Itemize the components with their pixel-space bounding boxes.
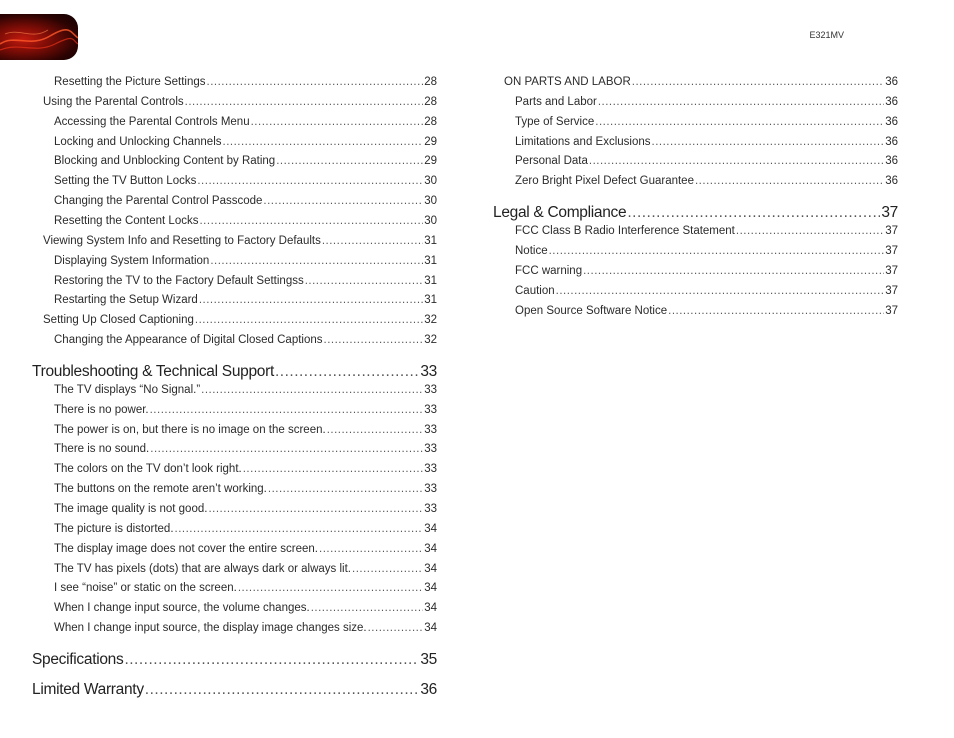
dot-leader [319,543,423,555]
toc-entry-title: Notice [515,244,548,257]
dot-leader [263,195,423,207]
toc-entry[interactable] [54,76,437,88]
toc-entry-page: 31 [424,274,437,287]
toc-entry[interactable] [54,155,437,167]
toc-entry[interactable] [515,155,898,167]
toc-entry-page: 29 [424,155,437,168]
toc-entry-title: Restarting the Setup Wizard [54,294,198,307]
toc-entry-page: 37 [885,264,898,277]
toc-entry[interactable] [54,523,437,535]
dot-leader [238,582,423,594]
dot-leader [368,622,424,634]
toc-entry[interactable] [54,543,437,555]
toc-entry-page: 36 [885,155,898,168]
toc-entry-page: 37 [881,204,898,222]
toc-entry-page: 31 [424,294,437,307]
dot-leader [352,563,423,575]
toc-entry-title: Viewing System Info and Resetting to Factory Defaults [43,234,321,247]
toc-entry-page: 28 [424,95,437,108]
toc-entry-title: Type of Service [515,115,595,128]
dot-leader [305,275,423,287]
toc-entry[interactable] [54,582,437,594]
dot-leader [223,136,424,148]
toc-entry[interactable] [504,76,898,88]
dot-leader [150,443,423,455]
toc-entry-page: 33 [424,383,437,396]
toc-entry[interactable] [54,602,437,614]
toc-entry-page: 33 [424,463,437,476]
toc-entry-title: Specifications [32,650,124,668]
toc-entry[interactable] [515,265,898,277]
toc-entry-title: Legal & Compliance [493,204,627,222]
toc-entry-title: There is no sound. [54,443,150,456]
toc-entry-title: Resetting the Picture Settings [54,76,206,88]
toc-entry-page: 34 [424,602,437,615]
toc-entry-title: Open Source Software Notice [515,304,668,317]
dot-leader [556,285,885,297]
toc-entry-title: Changing the Parental Control Passcode [54,195,263,208]
toc-entry-title: When I change input source, the volume changes. [54,602,310,615]
toc-entry[interactable] [515,96,898,108]
toc-entry-page: 35 [420,650,437,668]
dot-leader [589,155,884,167]
toc-entry[interactable] [32,363,437,381]
dot-leader [652,136,885,148]
toc-entry[interactable] [54,463,437,475]
toc-entry-page: 33 [420,362,437,380]
dot-leader [311,602,423,614]
toc-entry[interactable] [54,503,437,515]
toc-entry[interactable] [54,294,437,306]
toc-entry[interactable] [54,622,437,634]
toc-entry-title: The display image does not cover the entire screen. [54,542,319,555]
dot-leader [195,314,423,326]
toc-entry-title: Caution [515,284,555,297]
toc-entry-title: Setting the TV Button Locks [54,175,197,188]
toc-entry-title: Troubleshooting & Technical Support [32,362,274,380]
toc-entry-page: 30 [424,214,437,227]
dot-leader [145,681,420,699]
dot-leader [268,483,423,495]
toc-entry[interactable] [515,175,898,187]
toc-entry-title: Parts and Labor [515,95,597,108]
toc-entry[interactable] [32,651,437,669]
dot-leader [583,265,884,277]
dot-leader [595,116,884,128]
toc-entry-title: The TV has pixels (dots) that are always dark or always lit. [54,562,351,575]
dot-leader [251,116,424,128]
toc-entry-title: Restoring the TV to the Factory Default Settingss [54,274,304,287]
toc-entry[interactable] [54,215,437,227]
toc-entry-title: Limitations and Exclusions [515,135,651,148]
toc-entry[interactable] [43,235,437,247]
toc-entry[interactable] [54,424,437,436]
toc-entry-page: 34 [424,542,437,555]
dot-leader [668,305,884,317]
brand-logo [0,14,78,60]
toc-entry-page: 33 [424,483,437,496]
toc-entry-page: 34 [424,582,437,595]
dot-leader [175,523,424,535]
dot-leader [275,363,419,381]
toc-entry-page: 33 [424,403,437,416]
toc-entry-page: 36 [885,175,898,188]
toc-entry-title: The TV displays “No Signal.” [54,383,201,396]
toc-entry-page: 36 [420,680,437,698]
toc-entry-page: 29 [424,135,437,148]
model-number: E321MV [809,30,844,40]
toc-entry[interactable] [54,563,437,575]
toc-entry[interactable] [54,116,437,128]
toc-entry-title: The buttons on the remote aren’t working. [54,483,267,496]
toc-entry-title: FCC warning [515,264,583,277]
toc-entry-page: 34 [424,562,437,575]
dot-leader [695,175,884,187]
dot-leader [598,96,884,108]
flame-swirl-icon [0,14,78,60]
toc-entry-title: The image quality is not good. [54,503,208,515]
toc-entry[interactable] [54,334,437,346]
toc-entry-page: 32 [424,334,437,347]
toc-entry-title: Displaying System Information [54,254,210,267]
toc-entry-page: 30 [424,195,437,208]
toc-entry-page: 34 [424,622,437,635]
toc-entry-page: 36 [885,95,898,108]
toc-entry[interactable] [43,96,437,108]
dot-leader [201,384,423,396]
toc-entry-title: Personal Data [515,155,588,168]
toc-entry-title: Using the Parental Controls [43,95,184,108]
dot-leader [632,76,884,88]
toc-entry[interactable] [54,384,437,396]
toc-entry[interactable] [43,314,437,326]
toc-entry-title: There is no power. [54,403,149,416]
toc-entry[interactable] [54,404,437,416]
dot-leader [208,503,423,515]
dot-leader [276,155,423,167]
toc-entry[interactable] [54,443,437,455]
toc-entry-page: 33 [424,503,437,515]
toc-entry-page: 28 [424,115,437,128]
toc-entry-title: Limited Warranty [32,680,144,698]
toc-entry[interactable] [515,245,898,257]
toc-entry[interactable] [54,255,437,267]
toc-entry-title: The colors on the TV don’t look right. [54,463,242,476]
toc-entry-page: 33 [424,443,437,456]
dot-leader [243,463,423,475]
dot-leader [627,204,880,222]
toc-entry-title: FCC Class B Radio Interference Statement [515,225,735,238]
toc-entry[interactable] [32,681,437,699]
toc-entry-title: I see “noise” or static on the screen. [54,582,237,595]
toc-entry[interactable] [515,116,898,128]
toc-entry[interactable] [515,285,898,297]
toc-entry-title: The power is on, but there is no image on the screen. [54,423,326,436]
toc-entry-page: 36 [885,76,898,88]
toc-entry[interactable] [54,195,437,207]
toc-entry-page: 36 [885,135,898,148]
toc-entry-title: The picture is distorted. [54,522,174,535]
toc-entry-page: 37 [885,304,898,317]
toc-entry-page: 36 [885,115,898,128]
dot-leader [197,175,423,187]
toc-entry-page: 37 [885,284,898,297]
toc-entry[interactable] [515,136,898,148]
toc-entry-title: Resetting the Content Locks [54,214,199,227]
toc-entry[interactable] [515,225,898,237]
toc-entry[interactable] [54,175,437,187]
dot-leader [124,651,419,669]
dot-leader [736,225,884,237]
dot-leader [322,235,423,247]
toc-entry-page: 37 [885,225,898,238]
toc-entry-title: Setting Up Closed Captioning [43,314,194,327]
toc-entry-page: 32 [424,314,437,327]
dot-leader [199,215,423,227]
toc-entry-title: When I change input source, the display image changes size. [54,622,367,635]
dot-leader [207,76,424,88]
toc-entry-page: 34 [424,522,437,535]
toc-entry[interactable] [515,305,898,317]
toc-entry[interactable] [54,483,437,495]
toc-entry[interactable] [493,204,898,222]
toc-entry-page: 30 [424,175,437,188]
dot-leader [324,334,424,346]
toc-entry-page: 28 [424,76,437,88]
toc-entry-title: ON PARTS AND LABOR [504,76,631,88]
toc-entry-title: Locking and Unlocking Channels [54,135,222,148]
dot-leader [327,424,424,436]
dot-leader [199,294,423,306]
toc-entry-page: 31 [424,254,437,267]
toc-entry[interactable] [54,136,437,148]
toc-entry-title: Blocking and Unblocking Content by Rating [54,155,276,168]
dot-leader [549,245,885,257]
toc-entry-page: 37 [885,244,898,257]
toc-entry[interactable] [54,275,437,287]
toc-entry-page: 33 [424,423,437,436]
toc-entry-title: Accessing the Parental Controls Menu [54,115,250,128]
dot-leader [150,404,424,416]
dot-leader [210,255,423,267]
dot-leader [185,96,424,108]
toc-entry-title: Zero Bright Pixel Defect Guarantee [515,175,694,188]
toc-entry-title: Changing the Appearance of Digital Closed Captions [54,334,323,347]
toc-entry-page: 31 [424,234,437,247]
